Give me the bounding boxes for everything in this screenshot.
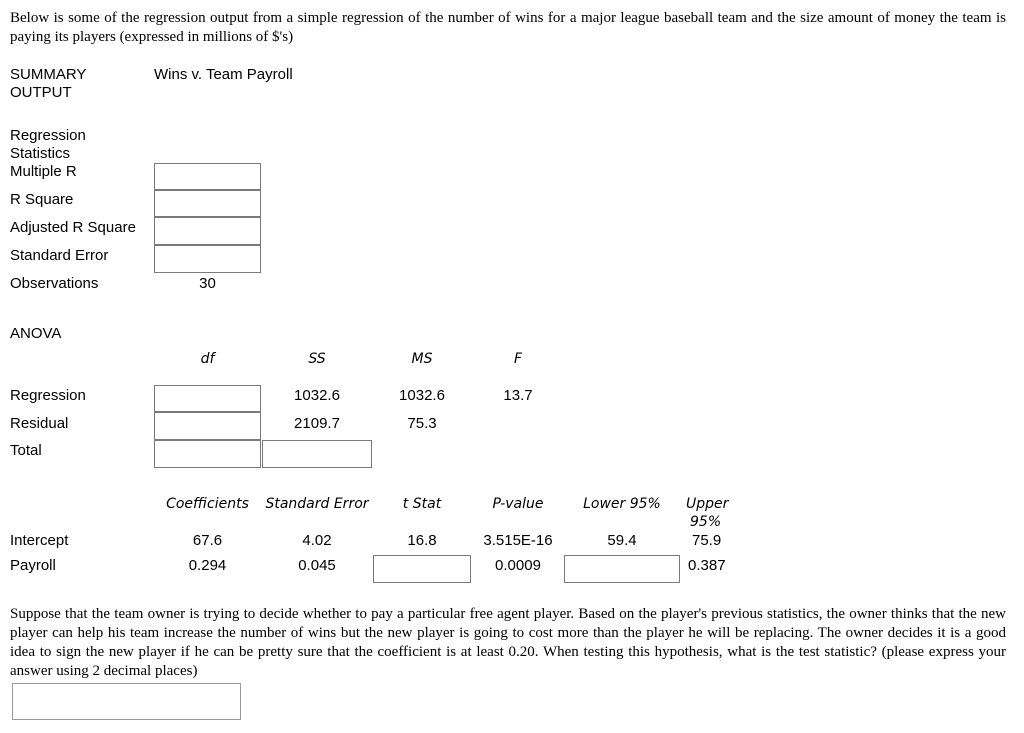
anova-residual-label: Residual — [10, 415, 69, 432]
anova-regression-ms: 1032.6 — [399, 387, 445, 404]
payroll-lower-95-input[interactable] — [564, 555, 680, 583]
r-square-input[interactable] — [154, 190, 261, 217]
standard-error-label: Standard Error — [10, 247, 109, 264]
intercept-upper-95: 75.9 — [692, 532, 722, 549]
multiple-r-input[interactable] — [154, 163, 261, 190]
anova-header-ss: SS — [308, 351, 326, 367]
anova-header-ms: MS — [411, 351, 433, 367]
intercept-coefficient: 67.6 — [192, 532, 223, 549]
anova-total-label: Total — [10, 442, 42, 459]
anova-regression-f: 13.7 — [503, 387, 533, 404]
coef-header-lower-95: Lower 95% — [583, 496, 661, 512]
coef-header-upper-95-line1: Upper — [686, 496, 729, 512]
anova-title: ANOVA — [10, 325, 62, 342]
regression-statistics-heading-line1: Regression — [10, 127, 86, 144]
adjusted-r-square-input[interactable] — [154, 217, 261, 245]
payroll-upper-95: 0.387 — [688, 557, 726, 574]
regression-statistics-heading-line2: Statistics — [10, 145, 71, 162]
anova-regression-label: Regression — [10, 387, 86, 404]
observations-value: 30 — [199, 275, 216, 292]
payroll-standard-error: 0.045 — [298, 557, 336, 574]
summary-subtitle: Wins v. Team Payroll — [154, 66, 293, 83]
coef-header-upper-95-line2: 95% — [690, 514, 722, 530]
multiple-r-label: Multiple R — [10, 163, 77, 180]
anova-header-df: df — [200, 351, 215, 367]
anova-regression-ss: 1032.6 — [294, 387, 340, 404]
payroll-label: Payroll — [10, 557, 56, 574]
r-square-label: R Square — [10, 191, 74, 208]
coef-header-t-stat: t Stat — [402, 496, 442, 512]
anova-total-df-input[interactable] — [154, 440, 261, 468]
anova-regression-df-input[interactable] — [154, 385, 261, 412]
coef-header-coefficients: Coefficients — [166, 496, 249, 512]
adjusted-r-square-label: Adjusted R Square — [10, 219, 136, 236]
anova-total-ss-input[interactable] — [262, 440, 372, 468]
anova-residual-ms: 75.3 — [407, 415, 437, 432]
standard-error-input[interactable] — [154, 245, 261, 273]
observations-label: Observations — [10, 275, 99, 292]
intercept-p-value: 3.515E-16 — [483, 532, 553, 549]
coef-header-standard-error: Standard Error — [265, 496, 369, 512]
anova-header-f: F — [513, 351, 523, 367]
anova-residual-ss: 2109.7 — [294, 415, 340, 432]
intercept-label: Intercept — [10, 532, 69, 549]
intercept-standard-error: 4.02 — [302, 532, 332, 549]
summary-title-line1: SUMMARY — [10, 66, 87, 83]
coef-header-p-value: P-value — [492, 496, 544, 512]
question-paragraph: Suppose that the team owner is trying to decide whether to pay a particular free agent player. Based on the player's previous statistics, the owner thinks that the new player can help his team increase the number of wins but the new player is going to cost more than the player he will be replacing. The owner decides it is a good idea to sign the new player if he can be pretty sure that the coefficient is at least 0.20. When testing this hypothesis, what is the test statistic? (please express your answer using 2 decimal places) — [10, 606, 1006, 679]
payroll-p-value: 0.0009 — [495, 557, 541, 574]
intercept-t-stat: 16.8 — [407, 532, 437, 549]
intercept-lower-95: 59.4 — [607, 532, 637, 549]
anova-residual-df-input[interactable] — [154, 412, 261, 440]
summary-title-line2: OUTPUT — [10, 84, 72, 101]
payroll-coefficient: 0.294 — [188, 557, 227, 574]
intro-paragraph: Below is some of the regression output from a simple regression of the number of wins for a major league baseball team and the size amount of money the team is paying its players (expressed in millions of $'s) — [10, 10, 1006, 45]
payroll-t-stat-input[interactable] — [373, 555, 471, 583]
answer-input[interactable] — [12, 683, 241, 720]
